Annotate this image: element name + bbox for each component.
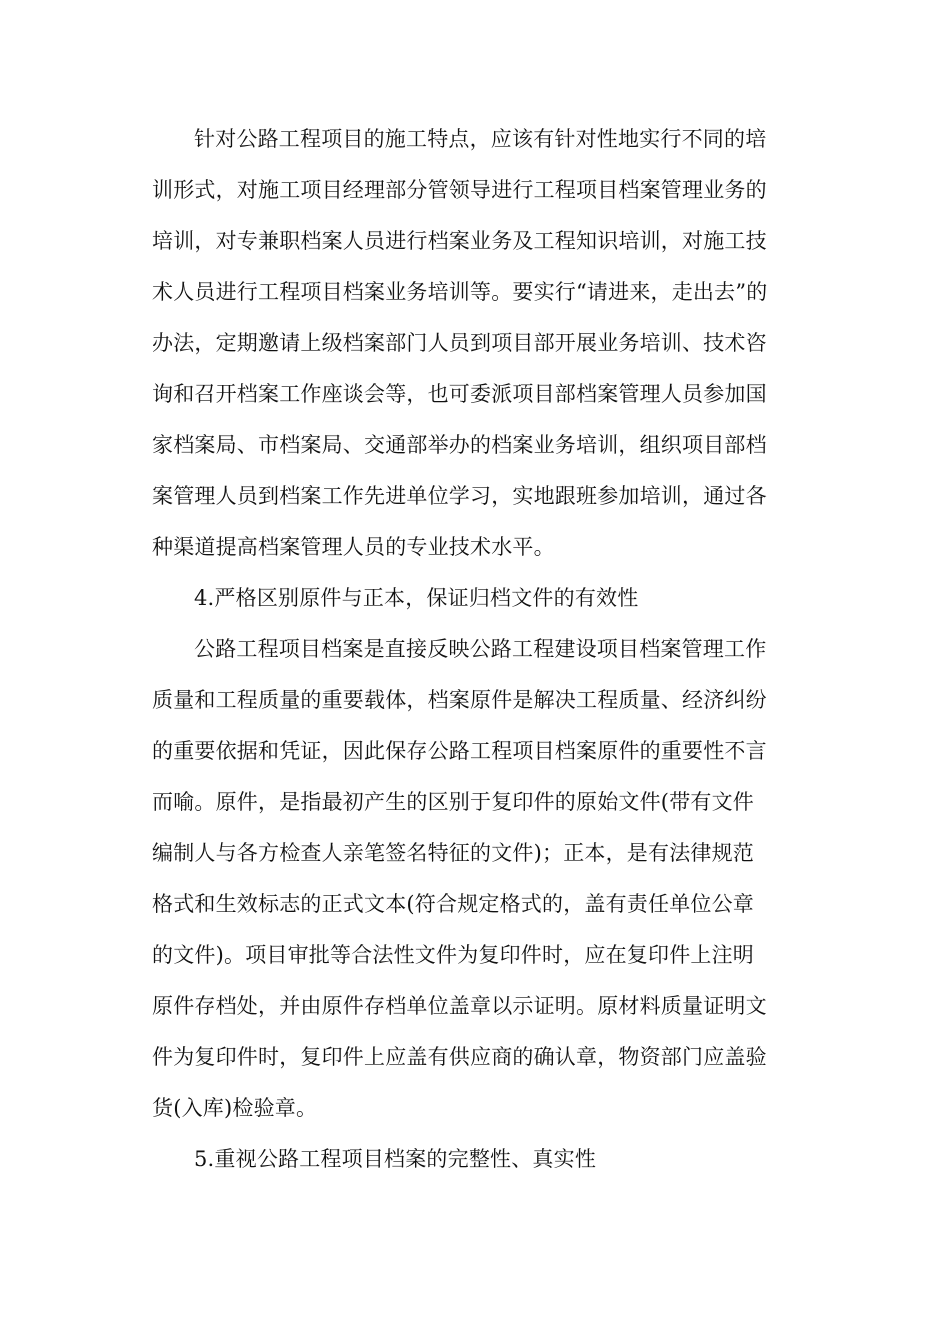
document-body — [152, 114, 798, 1185]
text-line: 针对公路工程项目的施工特点，应该有针对性地实行不同的培 — [194, 127, 767, 151]
section-heading-4: 4.严格区别原件与正本，保证归档文件的有效性 — [194, 586, 639, 610]
text-line: 公路工程项目档案是直接反映公路工程建设项目档案管理工作 — [194, 637, 767, 661]
text-line: 询和召开档案工作座谈会等，也可委派项目部档案管理人员参加国 — [152, 382, 767, 406]
text-line: 家档案局、市档案局、交通部举办的档案业务培训，组织项目部档 — [152, 433, 767, 457]
text-line: 术人员进行工程项目档案业务培训等。要实行“请进来，走出去”的 — [152, 280, 768, 304]
text-line: 办法，定期邀请上级档案部门人员到项目部开展业务培训、技术咨 — [152, 331, 767, 355]
text-line: 编制人与各方检查人亲笔签名特征的文件)；正本，是有法律规范 — [152, 841, 754, 865]
text-line: 件为复印件时，复印件上应盖有供应商的确认章，物资部门应盖验 — [152, 1045, 767, 1069]
text-line: 训形式，对施工项目经理部分管领导进行工程项目档案管理业务的 — [152, 178, 767, 202]
text-line: 原件存档处，并由原件存档单位盖章以示证明。原材料质量证明文 — [152, 994, 767, 1018]
section-heading-5: 5.重视公路工程项目档案的完整性、真实性 — [194, 1147, 597, 1171]
text-line: 种渠道提高档案管理人员的专业技术水平。 — [152, 535, 555, 559]
text-line: 案管理人员到档案工作先进单位学习，实地跟班参加培训，通过各 — [152, 484, 767, 508]
text-line: 的文件)。项目审批等合法性文件为复印件时，应在复印件上注明 — [152, 943, 754, 967]
paragraph-originals — [152, 624, 798, 1134]
text-line: 的重要依据和凭证，因此保存公路工程项目档案原件的重要性不言 — [152, 739, 767, 763]
text-line: 培训，对专兼职档案人员进行档案业务及工程知识培训，对施工技 — [152, 229, 767, 253]
text-line: 质量和工程质量的重要载体，档案原件是解决工程质量、经济纠纷 — [152, 688, 767, 712]
text-line: 货(入库)检验章。 — [152, 1096, 318, 1120]
text-line: 而喻。原件，是指最初产生的区别于复印件的原始文件(带有文件 — [152, 790, 754, 814]
paragraph-training — [152, 114, 798, 573]
text-line: 格式和生效标志的正式文本(符合规定格式的，盖有责任单位公章 — [152, 892, 754, 916]
